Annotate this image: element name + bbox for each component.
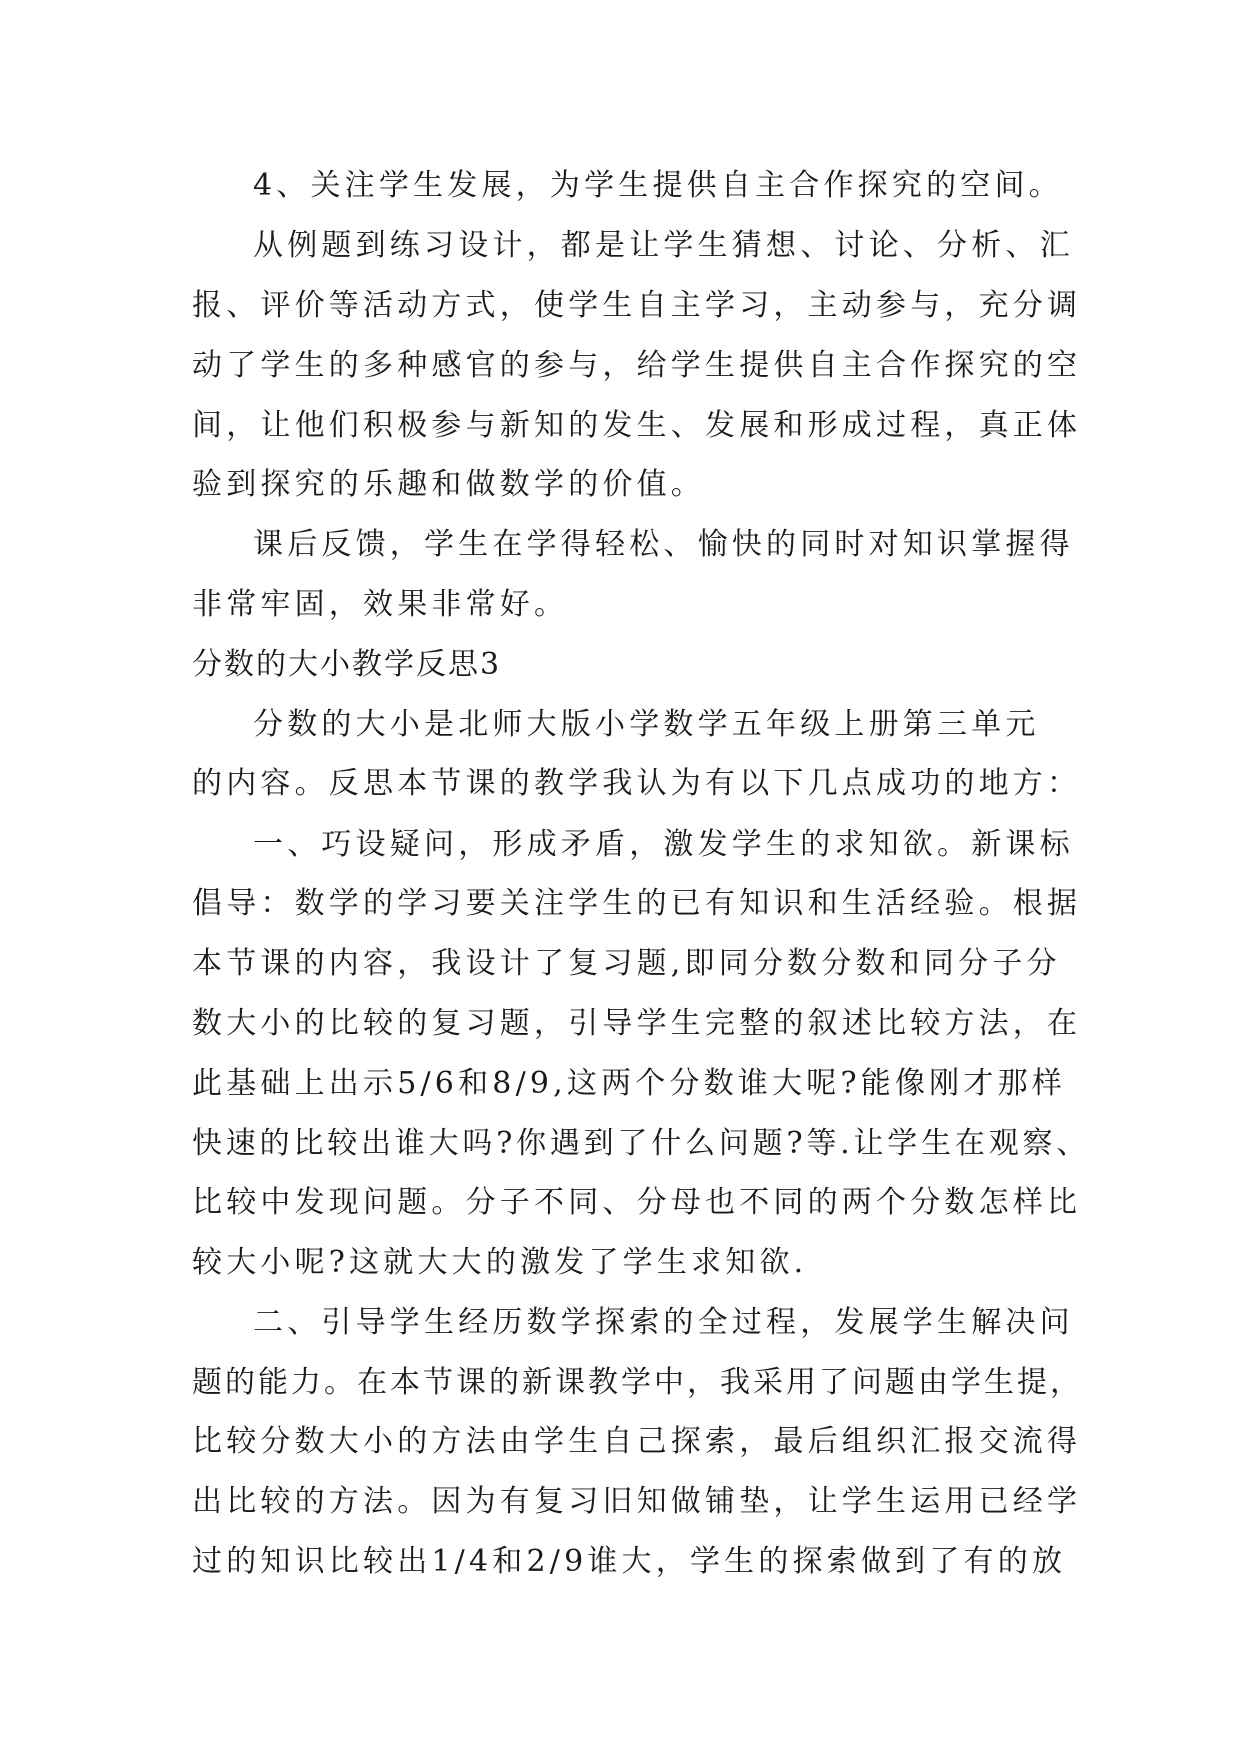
paragraph-line: 间，让他们积极参与新知的发生、发展和形成过程，真正体 (192, 408, 1082, 443)
paragraph-line: 出比较的方法。因为有复习旧知做铺垫，让学生运用已经学 (192, 1484, 1082, 1519)
paragraph-line: 一、巧设疑问，形成矛盾，激发学生的求知欲。新课标 (253, 827, 1074, 862)
paragraph-line: 的内容。反思本节课的教学我认为有以下几点成功的地方： (192, 766, 1082, 801)
paragraph-line: 倡导：数学的学习要关注学生的已有知识和生活经验。根据 (192, 886, 1082, 921)
paragraph-line: 较大小呢?这就大大的激发了学生求知欲. (192, 1245, 808, 1280)
paragraph-line: 数大小的比较的复习题，引导学生完整的叙述比较方法，在 (192, 1006, 1082, 1041)
paragraph-line: 二、引导学生经历数学探索的全过程，发展学生解决问 (253, 1305, 1074, 1340)
paragraph-line: 4、关注学生发展，为学生提供自主合作探究的空间。 (253, 168, 1063, 203)
paragraph-line: 快速的比较出谁大吗?你遇到了什么问题?等.让学生在观察、 (192, 1126, 1091, 1161)
paragraph-line: 题的能力。在本节课的新课教学中，我采用了问题由学生提， (192, 1365, 1083, 1400)
paragraph-line: 动了学生的多种感官的参与，给学生提供自主合作探究的空 (192, 348, 1082, 383)
paragraph-line: 从例题到练习设计，都是让学生猜想、讨论、分析、汇 (253, 228, 1074, 263)
paragraph-line: 此基础上出示5/6和8/9,这两个分数谁大呢?能像刚才那样 (192, 1066, 1066, 1101)
paragraph-line: 报、评价等活动方式，使学生自主学习，主动参与，充分调 (192, 288, 1082, 323)
paragraph-line: 过的知识比较出1/4和2/9谁大，学生的探索做到了有的放 (192, 1544, 1067, 1579)
paragraph-line: 验到探究的乐趣和做数学的价值。 (192, 467, 705, 502)
paragraph-line: 课后反馈，学生在学得轻松、愉快的同时对知识掌握得 (253, 527, 1074, 562)
paragraph-line: 非常牢固，效果非常好。 (192, 587, 569, 622)
paragraph-line: 本节课的内容，我设计了复习题,即同分数分数和同分子分 (192, 946, 1061, 981)
paragraph-line: 分数的大小是北师大版小学数学五年级上册第三单元 (253, 707, 1040, 742)
paragraph-line: 比较分数大小的方法由学生自己探索，最后组织汇报交流得 (192, 1424, 1082, 1459)
section-heading: 分数的大小教学反思3 (192, 647, 502, 682)
paragraph-line: 比较中发现问题。分子不同、分母也不同的两个分数怎样比 (192, 1185, 1082, 1220)
